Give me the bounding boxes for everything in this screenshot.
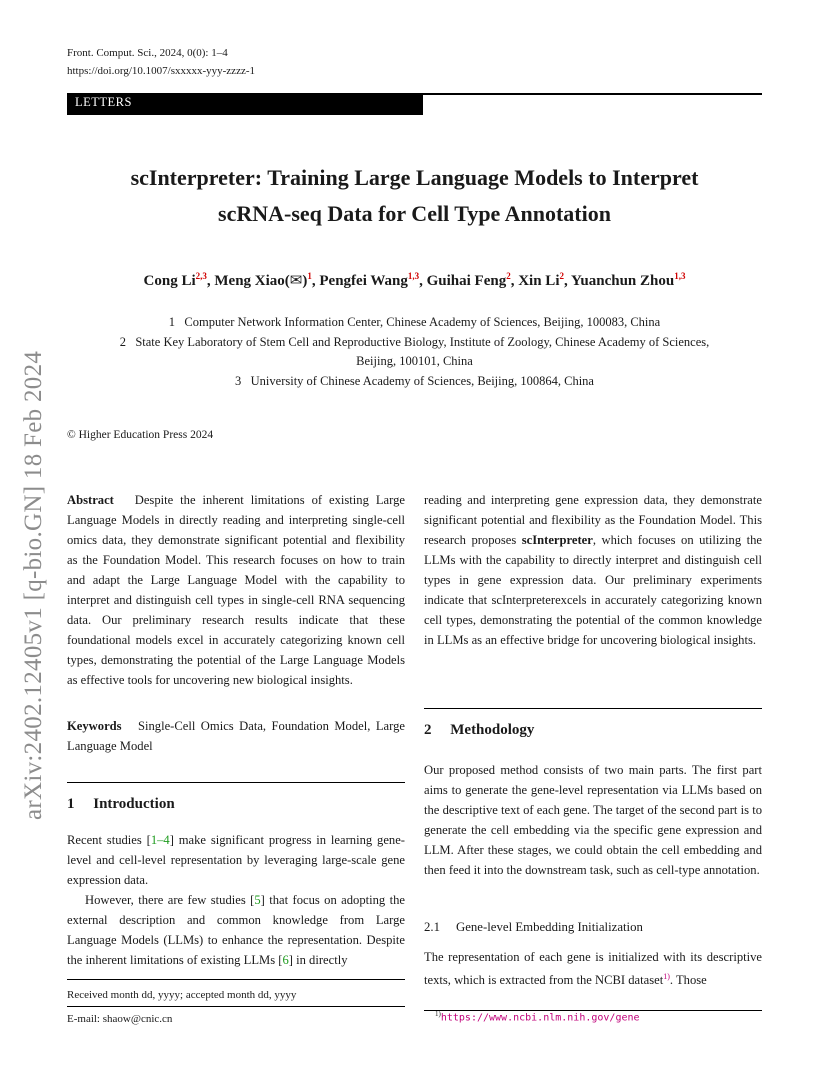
arxiv-side-stamp: arXiv:2402.12405v1 [q-bio.GN] 18 Feb 2024 — [20, 350, 47, 820]
author-name: Guihai Feng — [426, 273, 507, 289]
footnote-mark[interactable]: 1) — [663, 972, 670, 981]
journal-reference: Front. Comput. Sci., 2024, 0(0): 1–4 — [67, 47, 228, 59]
title-line-2: scRNA-seq Data for Cell Type Annotation — [218, 201, 611, 226]
affiliation-1: 1 Computer Network Information Center, Chinese Academy of Sciences, Beijing, 100083, China — [168, 315, 661, 329]
intro-text: Recent studies [ — [67, 833, 151, 847]
section-heading-methodology: 2 Methodology — [424, 722, 535, 738]
footnote-url[interactable]: https://www.ncbi.nlm.nih.gov/gene — [440, 1012, 640, 1024]
author-name: Xin Li — [518, 273, 560, 289]
intro-text: However, there are few studies [ — [85, 893, 255, 907]
keywords-label: Keywords — [67, 719, 122, 733]
author-list — [67, 271, 762, 290]
author-separator: , — [419, 273, 427, 289]
method-name: scInterpreter — [521, 533, 593, 547]
author-bracket: ) — [302, 273, 308, 289]
right-column — [424, 490, 762, 987]
intro-paragraph-2 — [67, 890, 405, 970]
footnote — [435, 1010, 640, 1024]
abstract-text: reading and interpreting gene expression data, they demonstrate significant potential and flexibility as the Foundation Model. This research proposes — [424, 493, 762, 547]
affiliation-superscript[interactable]: 1 — [307, 271, 312, 281]
envelope-icon: ✉ — [289, 273, 303, 289]
footer-rule — [67, 1006, 405, 1007]
intro-text: ] that focus on adopting the external description and common knowledge from Large Language Models (LLMs) to enhance the representation. Despite the inherent limitations of existing LLMs [ — [67, 893, 405, 967]
keywords — [67, 716, 405, 760]
footnote-number: 1) — [435, 1010, 441, 1018]
methodology-paragraph-2 — [424, 947, 762, 987]
contact-email[interactable]: E-mail: shaow@cnic.cn — [67, 1013, 173, 1025]
header-rule — [423, 93, 762, 95]
affiliation-2: 2 State Key Laboratory of Stem Cell and Reproductive Biology, Institute of Zoology, Chinese Academy of Sciences, — [119, 335, 710, 349]
affiliation-superscript[interactable]: 2 — [506, 271, 511, 281]
citation-link[interactable]: 1–4 — [150, 833, 170, 847]
intro-text: ] in directly — [288, 953, 348, 967]
section-label-bar — [67, 93, 423, 115]
title-line-1: scInterpreter: Training Large Language Models to Interpret — [130, 165, 699, 190]
intro-paragraph-1 — [67, 830, 405, 890]
author-separator: , — [563, 273, 571, 289]
section-label: LETTERS — [75, 95, 132, 109]
citation-link[interactable]: 6 — [282, 953, 289, 967]
methodology-text: . Those — [669, 973, 707, 988]
citation-link[interactable]: 5 — [254, 893, 261, 907]
affiliation-3: 3 University of Chinese Academy of Sciences, Beijing, 100864, China — [235, 374, 594, 388]
affiliation-superscript[interactable]: 1,3 — [407, 271, 420, 281]
affiliation-2-cont: Beijing, 100101, China — [356, 354, 473, 368]
author-separator: , — [206, 273, 215, 289]
affiliation-superscript[interactable]: 2 — [559, 271, 564, 281]
section-rule — [67, 782, 405, 783]
section-rule — [424, 708, 762, 709]
keywords-text: Single-Cell Omics Data, Foundation Model, Large Language Model — [67, 719, 405, 753]
section-heading-introduction: 1 Introduction — [67, 796, 175, 812]
copyright-notice: © Higher Education Press 2024 — [67, 429, 214, 441]
author-separator: , — [510, 273, 519, 289]
intro-text: ] make significant progress in learning gene-level and cell-level representation by leveraging large-scale gene expression data. — [67, 833, 405, 887]
abstract-left — [67, 490, 405, 712]
methodology-paragraph-1: Our proposed method consists of two main parts. The first part aims to generate the gene-level representation via LLMs based on the descriptive text of each gene. The target of the second part is to generate the cell embedding via the specific gene expression and LLM. After these stages, we could obtain the cell embedding and then feed it into the downstream task, such as cell-type annotation. — [424, 763, 762, 877]
author-name: Meng Xiao( — [214, 273, 290, 289]
methodology-text: The representation of each gene is initialized with its descriptive texts, which is extracted from the NCBI dataset — [424, 950, 762, 988]
paper-title — [67, 160, 762, 232]
author-separator: , — [311, 273, 320, 289]
affiliation-superscript[interactable]: 1,3 — [674, 271, 686, 281]
abstract-text: Despite the inherent limitations of existing Large Language Models in directly reading and interpreting single-cell omics data, they demonstrate significant potential and flexibility as the Foundation Model. This research focuses on how to train and adapt the Large Language Model with the capability to interpret and distinguish cell types in single-cell RNA sequencing data. Our preliminary research results indicate that these foundational models excel in accurately categorizing known cell types, demonstrating the potential of the Large Language Models as effective tools for uncovering new biological insights. — [67, 493, 405, 687]
affiliation-superscript[interactable]: 2,3 — [195, 271, 207, 281]
footer-rule — [67, 979, 405, 980]
abstract-right — [424, 490, 762, 670]
left-column — [67, 490, 405, 970]
abstract-label: Abstract — [67, 493, 114, 507]
doi-link[interactable]: https://doi.org/10.1007/sxxxxx-yyy-zzzz-1 — [67, 65, 255, 77]
received-dates: Received month dd, yyyy; accepted month dd, yyyy — [67, 989, 297, 1001]
abstract-text: , which focuses on utilizing the LLMs with the capability to directly interpret and distinguish cell types in gene expression data. Our preliminary experiments indicate that scInterpreterexcels in accurately categorizing known cell types, demonstrating the potential of the common knowledge in LLMs as an effective bridge for uncovering biological insights. — [424, 533, 762, 647]
author-name: Cong Li — [143, 273, 196, 289]
author-name: Pengfei Wang — [319, 273, 408, 289]
subsection-heading: 2.1 Gene-level Embedding Initialization — [424, 920, 643, 934]
author-name: Yuanchun Zhou — [570, 273, 675, 289]
